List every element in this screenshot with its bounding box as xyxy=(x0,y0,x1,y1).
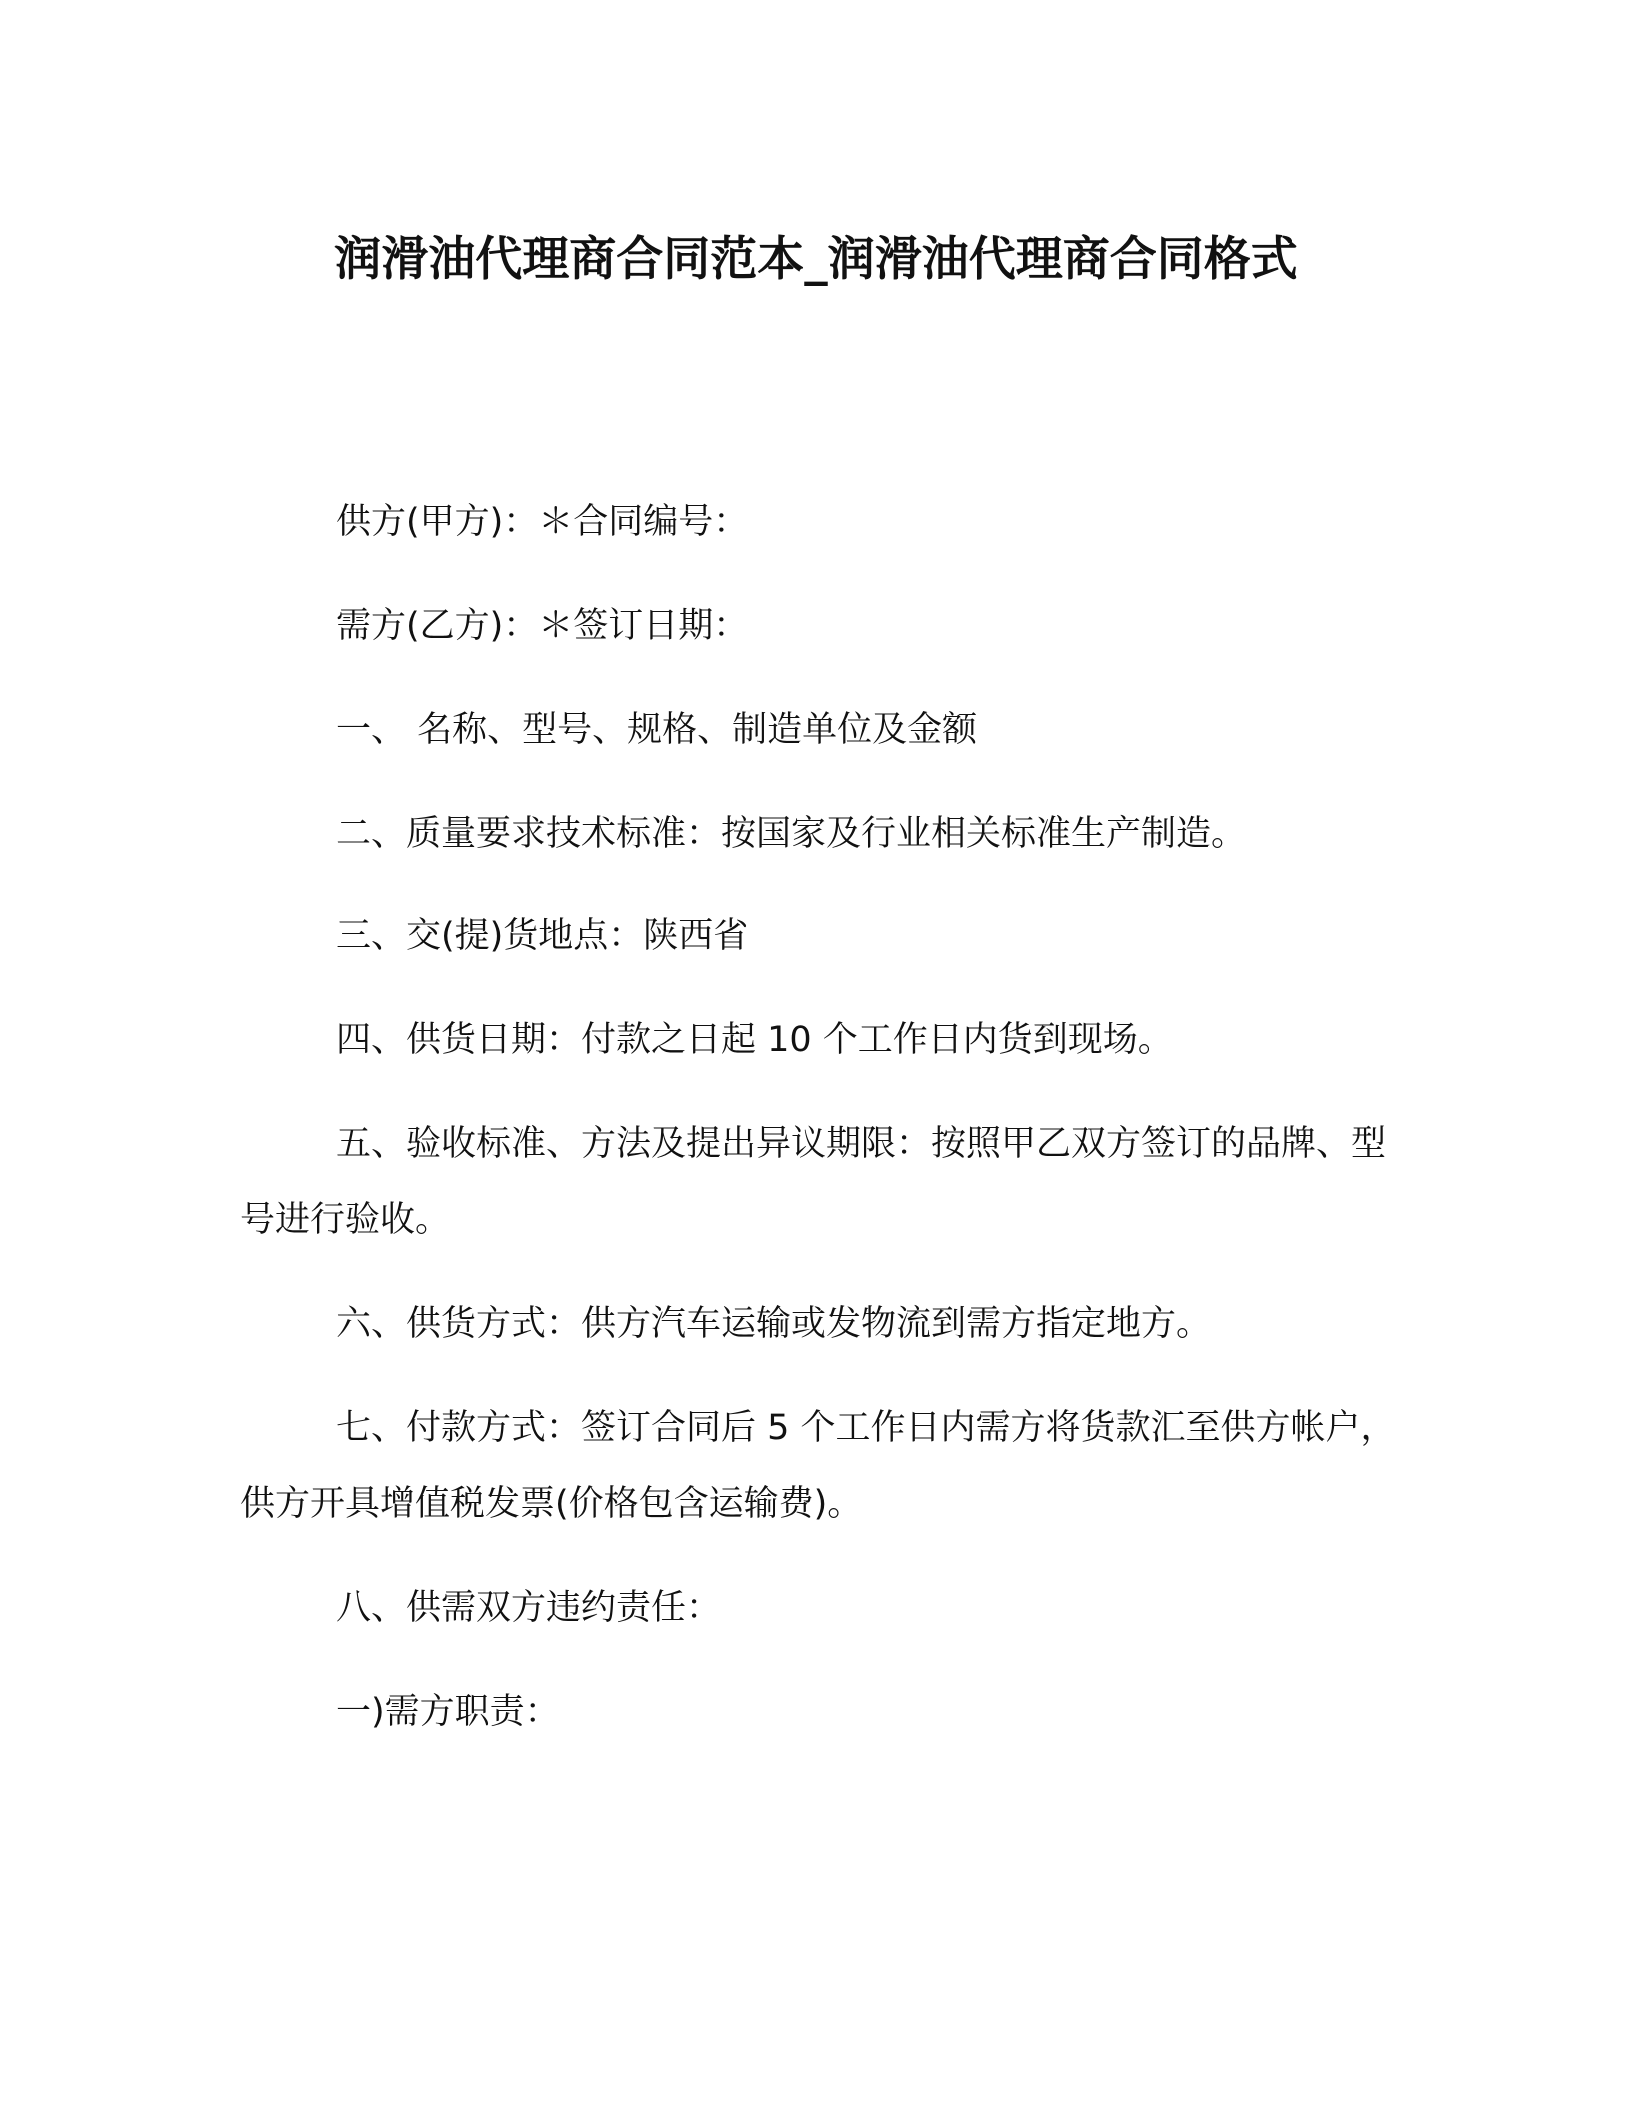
clause-4: 四、供货日期：付款之日起 10 个工作日内货到现场。 xyxy=(336,1020,1173,1060)
clause-2: 二、质量要求技术标准：按国家及行业相关标准生产制造。 xyxy=(336,814,1247,854)
subclause-buyer-duties: 一)需方职责： xyxy=(336,1692,560,1732)
buyer-line: 需方(乙方)：＊签订日期： xyxy=(336,606,749,646)
clause-6: 六、供货方式：供方汽车运输或发物流到需方指定地方。 xyxy=(336,1304,1212,1344)
document-title: 润滑油代理商合同范本_润滑油代理商合同格式 xyxy=(334,232,1298,287)
clause-7: 七、付款方式：签订合同后 5 个工作日内需方将货款汇至供方帐户，供方开具增值税发票(价格包含运输费)。 xyxy=(240,1408,1396,1524)
clause-1: 一、 名称、型号、规格、制造单位及金额 xyxy=(336,710,978,750)
clause-3: 三、交(提)货地点：陕西省 xyxy=(336,916,749,956)
clause-8: 八、供需双方违约责任： xyxy=(336,1588,722,1628)
clause-5: 五、验收标准、方法及提出异议期限：按照甲乙双方签订的品牌、型号进行验收。 xyxy=(240,1124,1387,1240)
supplier-line: 供方(甲方)：＊合同编号： xyxy=(336,502,749,542)
